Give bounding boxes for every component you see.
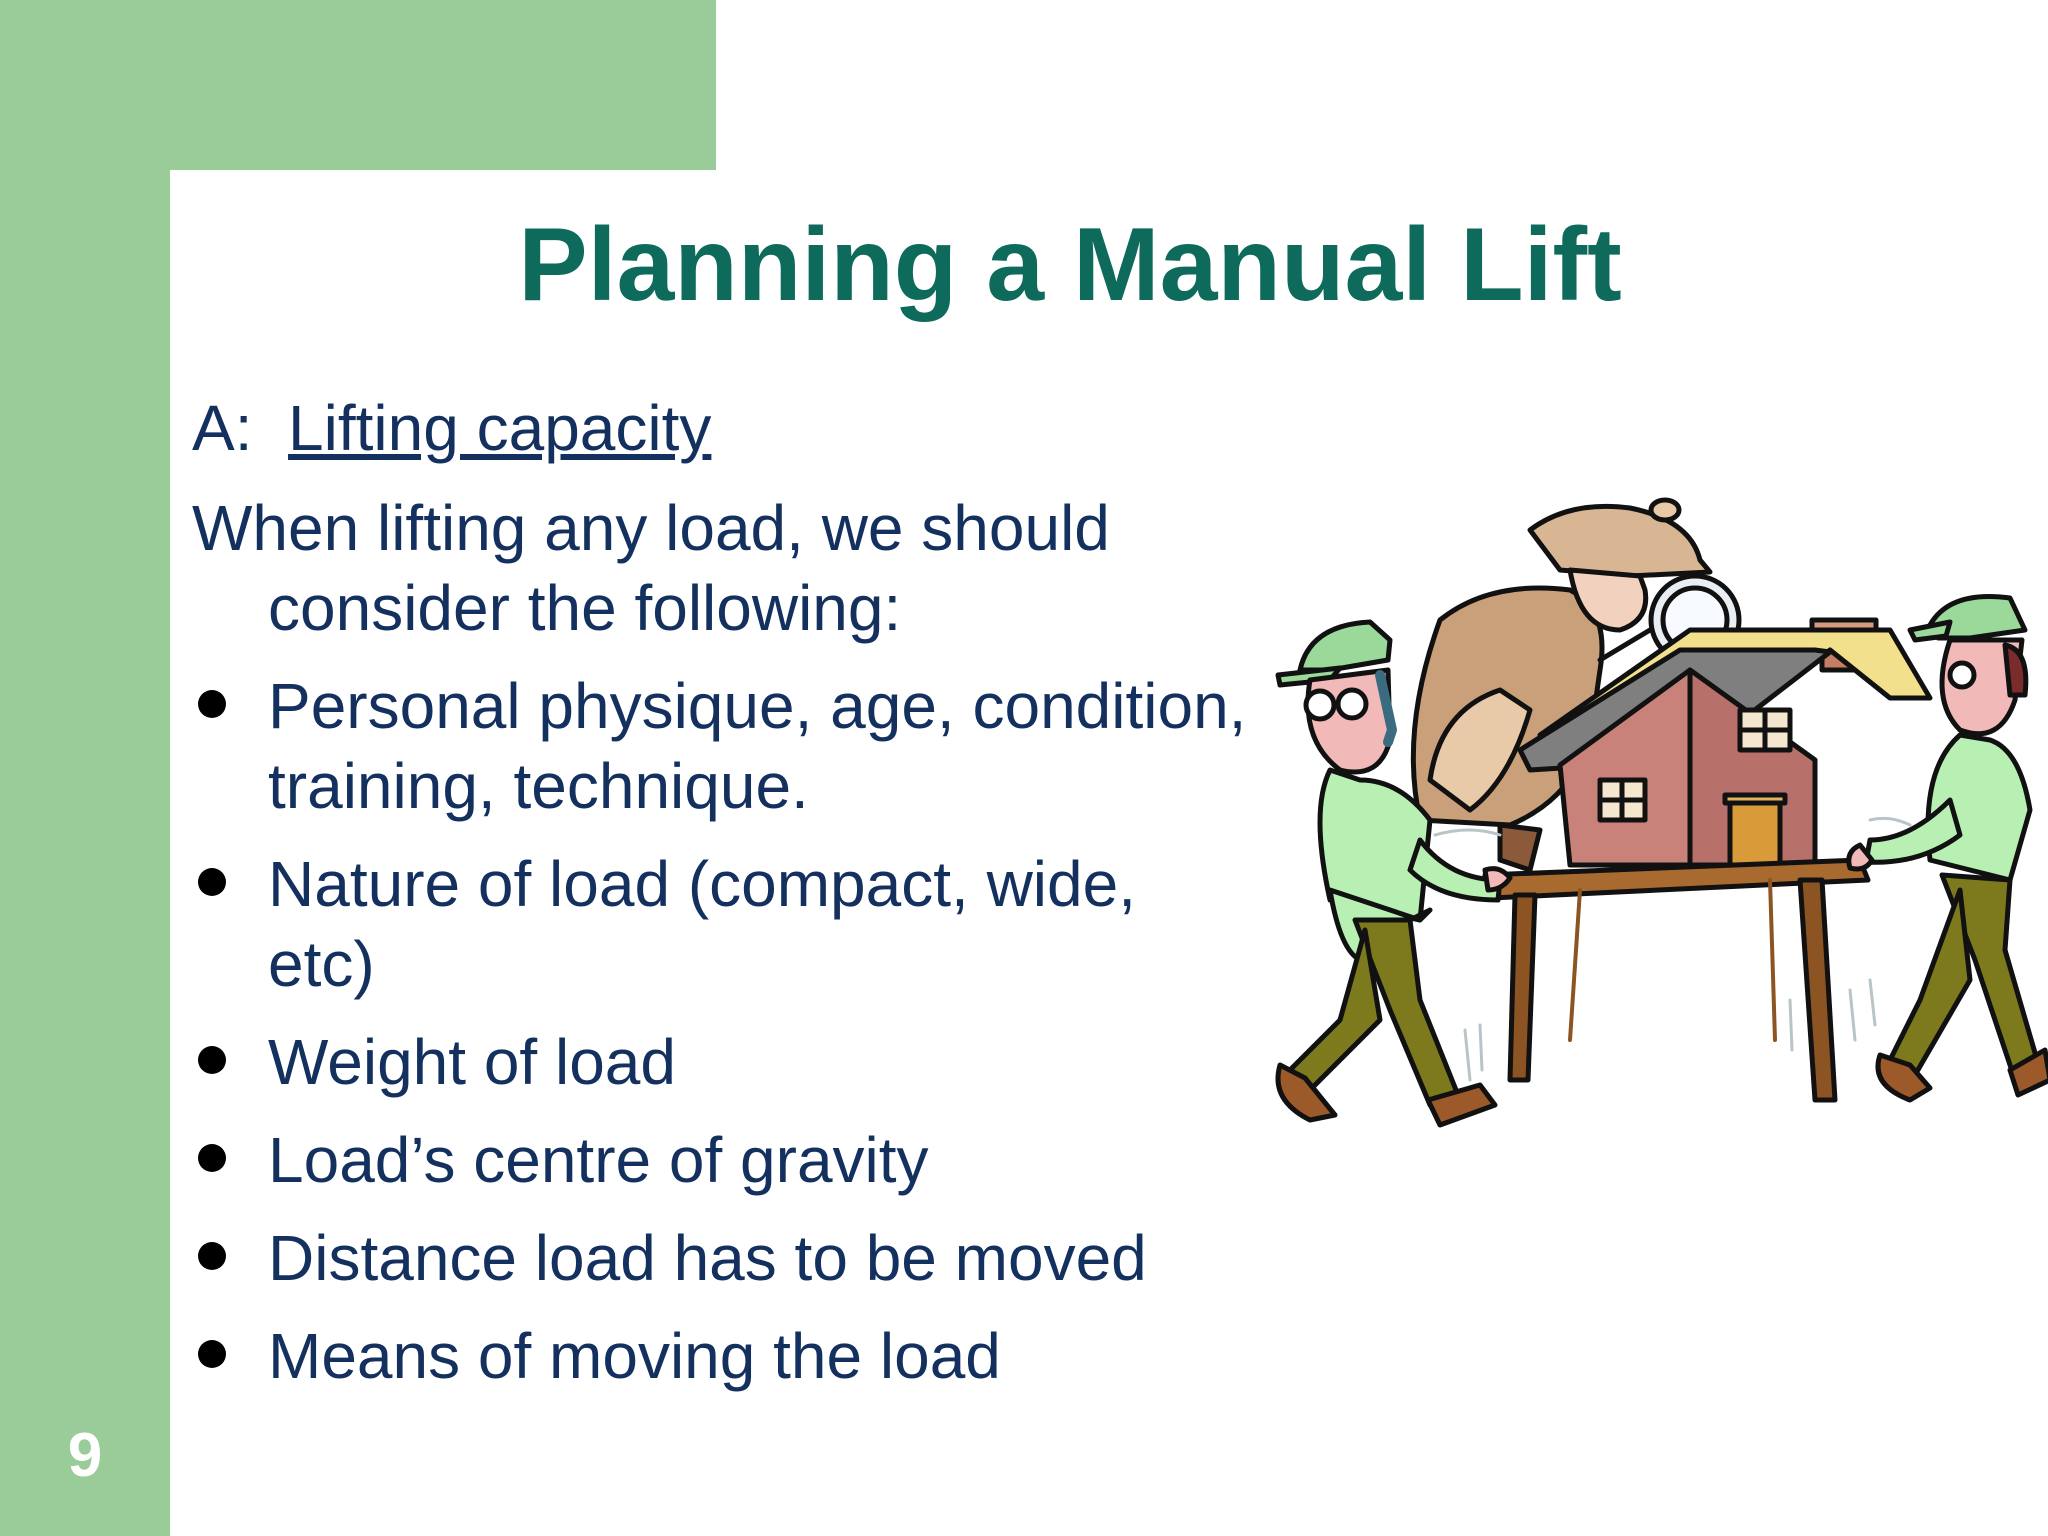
- slide-title: Planning a Manual Lift: [518, 207, 1622, 323]
- bullet-text: Nature of load (compact, wide, etc): [268, 848, 1136, 1000]
- slide-body: [192, 388, 1252, 1414]
- section-prefix: A:: [192, 392, 253, 464]
- page-number: 9: [67, 1421, 103, 1490]
- movers-carrying-house-clipart: [1270, 480, 2048, 1170]
- section-heading: Lifting capacity: [288, 392, 712, 464]
- bullet-dot-icon: [198, 868, 226, 896]
- bullet-item: [192, 1022, 1252, 1102]
- bullet-text: Weight of load: [268, 1026, 676, 1098]
- bullet-item: [192, 1120, 1252, 1200]
- bullet-text: Personal physique, age, condition, training, technique.: [268, 670, 1247, 822]
- bullet-item: [192, 1316, 1252, 1396]
- bullet-dot-icon: [198, 1242, 226, 1270]
- bullet-text: Means of moving the load: [268, 1320, 1001, 1392]
- bullet-text: Load’s centre of gravity: [268, 1124, 929, 1196]
- bullet-item: [192, 1218, 1252, 1298]
- bullet-item: [192, 666, 1252, 826]
- section-line: [192, 388, 1252, 468]
- green-left-band: [0, 0, 170, 1536]
- bullet-item: [192, 844, 1252, 1004]
- bullet-dot-icon: [198, 1046, 226, 1074]
- bullet-dot-icon: [198, 1144, 226, 1172]
- bullet-list: [192, 666, 1252, 1396]
- bullet-dot-icon: [198, 1340, 226, 1368]
- carried-table: [1485, 860, 1868, 1100]
- bullet-text: Distance load has to be moved: [268, 1222, 1147, 1294]
- bullet-dot-icon: [198, 690, 226, 718]
- intro-text: When lifting any load, we should consider the following:: [192, 492, 1110, 644]
